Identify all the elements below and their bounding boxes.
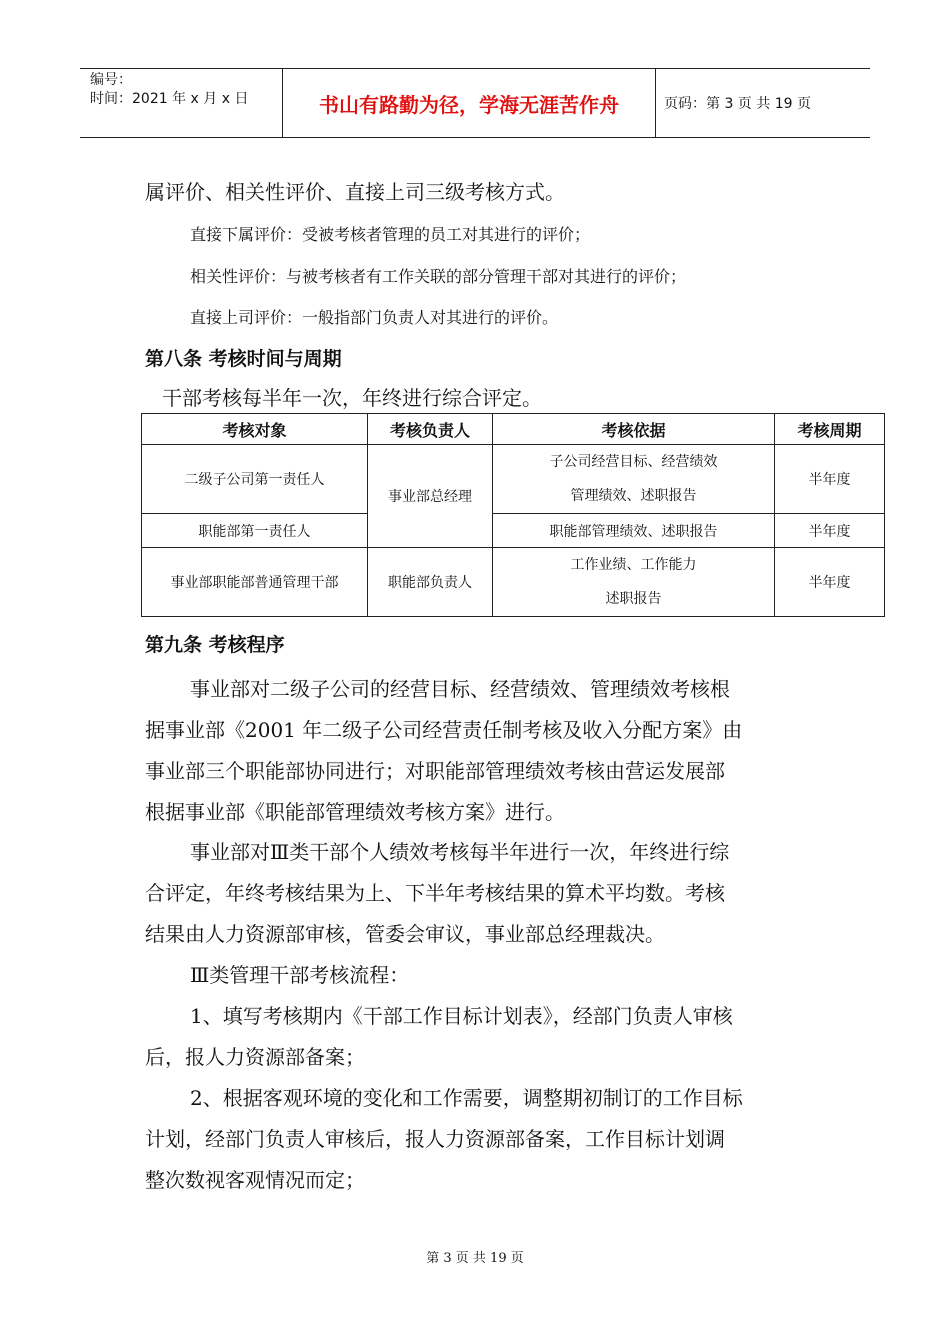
paragraph-line: 整次数视客观情况而定； [145, 1168, 365, 1192]
table-row [142, 514, 885, 548]
paragraph-line: 事业部三个职能部协同进行；对职能部管理绩效考核由营运发展部 [145, 759, 725, 783]
section-heading-8: 第八条 考核时间与周期 [145, 348, 342, 370]
table-cell: 职能部管理绩效、述职报告 [493, 514, 775, 548]
table-row [142, 548, 885, 617]
paragraph: 直接上司评价：一般指部门负责人对其进行的评价。 [190, 308, 559, 327]
assessment-table [141, 413, 885, 617]
cell-line: 管理绩效、述职报告 [570, 488, 697, 504]
paragraph-line: 计划，经部门负责人审核后，报人力资源部备案，工作目标计划调 [145, 1127, 725, 1151]
paragraph-line: 事业部对Ⅲ类干部个人绩效考核每半年进行一次，年终进行综 [190, 840, 730, 864]
time-label: 时间：2021 年 x 月 x 日 [90, 91, 249, 107]
paragraph: 直接下属评价：受被考核者管理的员工对其进行的评价； [190, 225, 591, 244]
page-footer: 第 3 页 共 19 页 [426, 1251, 524, 1266]
table-cell: 事业部职能部普通管理干部 [142, 548, 368, 617]
paragraph: 干部考核每半年一次，年终进行综合评定。 [162, 386, 542, 410]
section-heading-9: 第九条 考核程序 [145, 634, 285, 656]
header-divider [655, 69, 656, 137]
cell-line: 工作业绩、工作能力 [570, 557, 697, 573]
table-header-cell: 考核依据 [493, 414, 775, 445]
number-label: 编号： [90, 72, 132, 88]
paragraph-line: Ⅲ类管理干部考核流程： [190, 963, 410, 987]
table-cell: 半年度 [775, 445, 885, 514]
page-header [80, 68, 870, 138]
table-header-cell: 考核负责人 [368, 414, 493, 445]
paragraph: 相关性评价：与被考核者有工作关联的部分管理干部对其进行的评价； [190, 267, 687, 286]
paragraph-line: 后，报人力资源部备案； [145, 1045, 365, 1069]
table-cell: 半年度 [775, 514, 885, 548]
table-cell: 职能部负责人 [368, 548, 493, 617]
cell-line: 述职报告 [605, 591, 662, 607]
table-row [142, 445, 885, 514]
cell-line: 子公司经营目标、经营绩效 [549, 454, 718, 470]
table-header-cell: 考核对象 [142, 414, 368, 445]
table-header-row [142, 414, 885, 445]
paragraph-line: 结果由人力资源部审核，管委会审议，事业部总经理裁决。 [145, 922, 665, 946]
paragraph: 属评价、相关性评价、直接上司三级考核方式。 [145, 180, 565, 204]
table-cell [493, 548, 775, 617]
paragraph-line: 2、根据客观环境的变化和工作需要，调整期初制订的工作目标 [190, 1086, 743, 1110]
header-page-info: 页码：第 3 页 共 19 页 [664, 96, 811, 112]
paragraph-line: 1、填写考核期内《干部工作目标计划表》，经部门负责人审核 [190, 1004, 733, 1028]
header-motto: 书山有路勤为径，学海无涯苦作舟 [319, 92, 619, 117]
table-cell: 事业部总经理 [368, 445, 493, 548]
table-cell [493, 445, 775, 514]
paragraph-line: 据事业部《2001 年二级子公司经营责任制考核及收入分配方案》由 [145, 718, 743, 742]
table-header-cell: 考核周期 [775, 414, 885, 445]
table-cell: 半年度 [775, 548, 885, 617]
header-meta [90, 71, 248, 109]
table-cell: 职能部第一责任人 [142, 514, 368, 548]
paragraph-line: 根据事业部《职能部管理绩效考核方案》进行。 [145, 800, 565, 824]
paragraph-line: 事业部对二级子公司的经营目标、经营绩效、管理绩效考核根 [190, 677, 730, 701]
table-cell: 二级子公司第一责任人 [142, 445, 368, 514]
paragraph-line: 合评定，年终考核结果为上、下半年考核结果的算术平均数。考核 [145, 881, 725, 905]
